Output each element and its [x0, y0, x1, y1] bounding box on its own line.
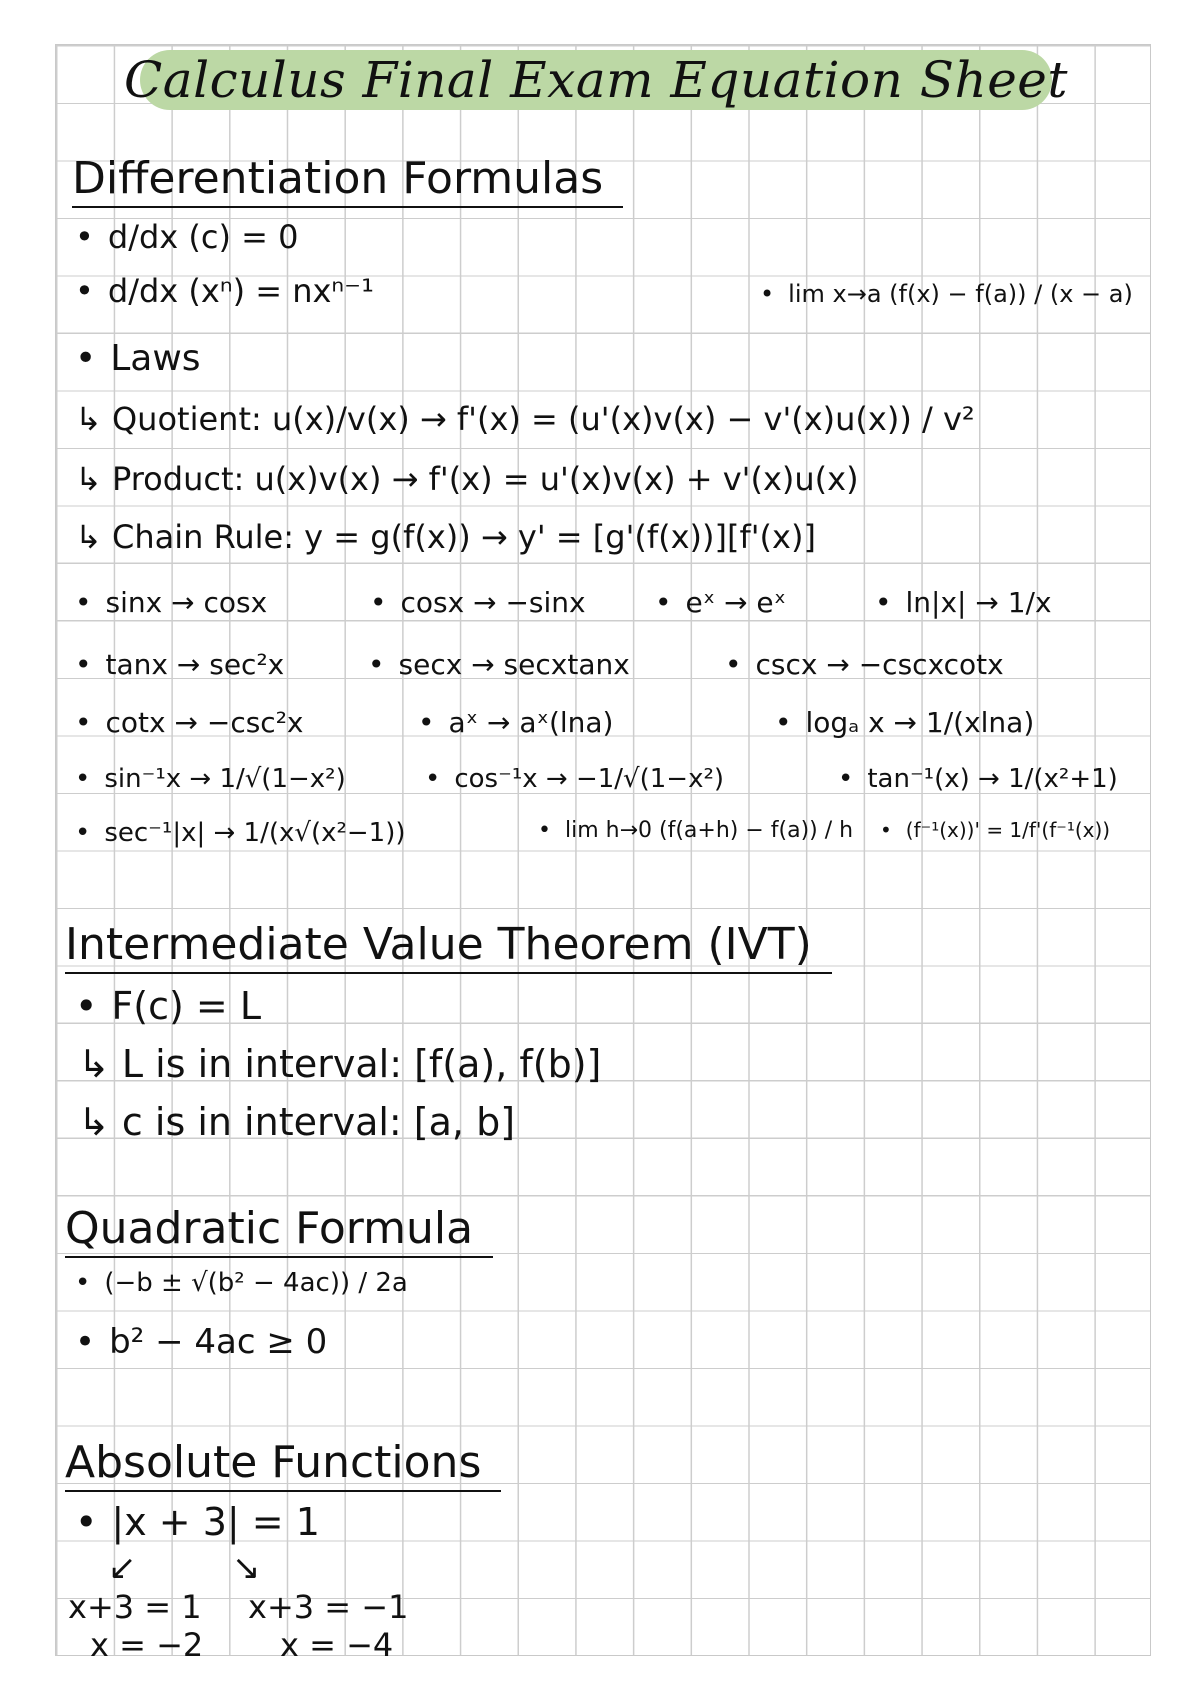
ivt-c-interval: ↳ c is in interval: [a, b]	[78, 1100, 516, 1144]
derivative-inverse-function: • (f⁻¹(x))' = 1/f'(f⁻¹(x))	[880, 818, 1111, 842]
derivative-ln: • ln|x| → 1/x	[875, 586, 1052, 619]
product-rule: ↳ Product: u(x)v(x) → f'(x) = u'(x)v(x) + v'(x)u(x)	[75, 460, 859, 498]
arrow-down-right-icon: ↘	[232, 1548, 261, 1588]
derivative-tan: • tanx → sec²x	[75, 648, 285, 681]
absolute-case-negative: x+3 = −1	[248, 1588, 409, 1626]
section-heading-differentiation: Differentiation Formulas	[72, 152, 623, 208]
chain-rule: ↳ Chain Rule: y = g(f(x)) → y' = [g'(f(x))][f'(x)]	[75, 518, 816, 556]
section-heading-quadratic: Quadratic Formula	[65, 1202, 493, 1258]
section-heading-absolute: Absolute Functions	[65, 1436, 501, 1492]
formula-limit-definition: • lim x→a (f(x) − f(a)) / (x − a)	[760, 280, 1133, 308]
derivative-arctan: • tan⁻¹(x) → 1/(x²+1)	[838, 764, 1118, 794]
formula-constant: • d/dx (c) = 0	[75, 218, 299, 256]
derivative-sec: • secx → secxtanx	[368, 648, 630, 681]
absolute-solution-negative: x = −4	[280, 1626, 394, 1664]
derivative-exponential-base-a: • aˣ → aˣ(lna)	[418, 706, 614, 739]
arrow-down-left-icon: ↙	[108, 1548, 137, 1588]
page-title: Calculus Final Exam Equation Sheet	[124, 51, 1068, 109]
derivative-arcsin: • sin⁻¹x → 1/√(1−x²)	[75, 764, 346, 794]
derivative-log-base-a: • logₐ x → 1/(xlna)	[775, 706, 1035, 739]
derivative-sin: • sinx → cosx	[75, 586, 268, 619]
derivative-arccos: • cos⁻¹x → −1/√(1−x²)	[425, 764, 725, 794]
discriminant: • b² − 4ac ≥ 0	[75, 1322, 328, 1362]
ivt-statement: • F(c) = L	[75, 984, 261, 1028]
derivative-cos: • cosx → −sinx	[370, 586, 586, 619]
derivative-exp: • eˣ → eˣ	[655, 586, 787, 619]
formula-limit-h: • lim h→0 (f(a+h) − f(a)) / h	[538, 818, 854, 843]
laws-label: • Laws	[75, 338, 201, 379]
ivt-l-interval: ↳ L is in interval: [f(a), f(b)]	[78, 1042, 602, 1086]
quotient-rule: ↳ Quotient: u(x)/v(x) → f'(x) = (u'(x)v(x) − v'(x)u(x)) / v²	[75, 400, 975, 438]
absolute-solution-positive: x = −2	[90, 1626, 204, 1664]
formula-power: • d/dx (xⁿ) = nxⁿ⁻¹	[75, 272, 374, 310]
absolute-equation: • |x + 3| = 1	[75, 1500, 320, 1544]
section-heading-ivt: Intermediate Value Theorem (IVT)	[65, 918, 832, 974]
quadratic-formula: • (−b ± √(b² − 4ac)) / 2a	[75, 1268, 408, 1298]
absolute-case-positive: x+3 = 1	[68, 1588, 202, 1626]
derivative-csc: • cscx → −cscxcotx	[725, 648, 1004, 681]
title-highlight	[124, 50, 1068, 110]
derivative-cot: • cotx → −csc²x	[75, 706, 304, 739]
derivative-arcsec: • sec⁻¹|x| → 1/(x√(x²−1))	[75, 818, 406, 848]
